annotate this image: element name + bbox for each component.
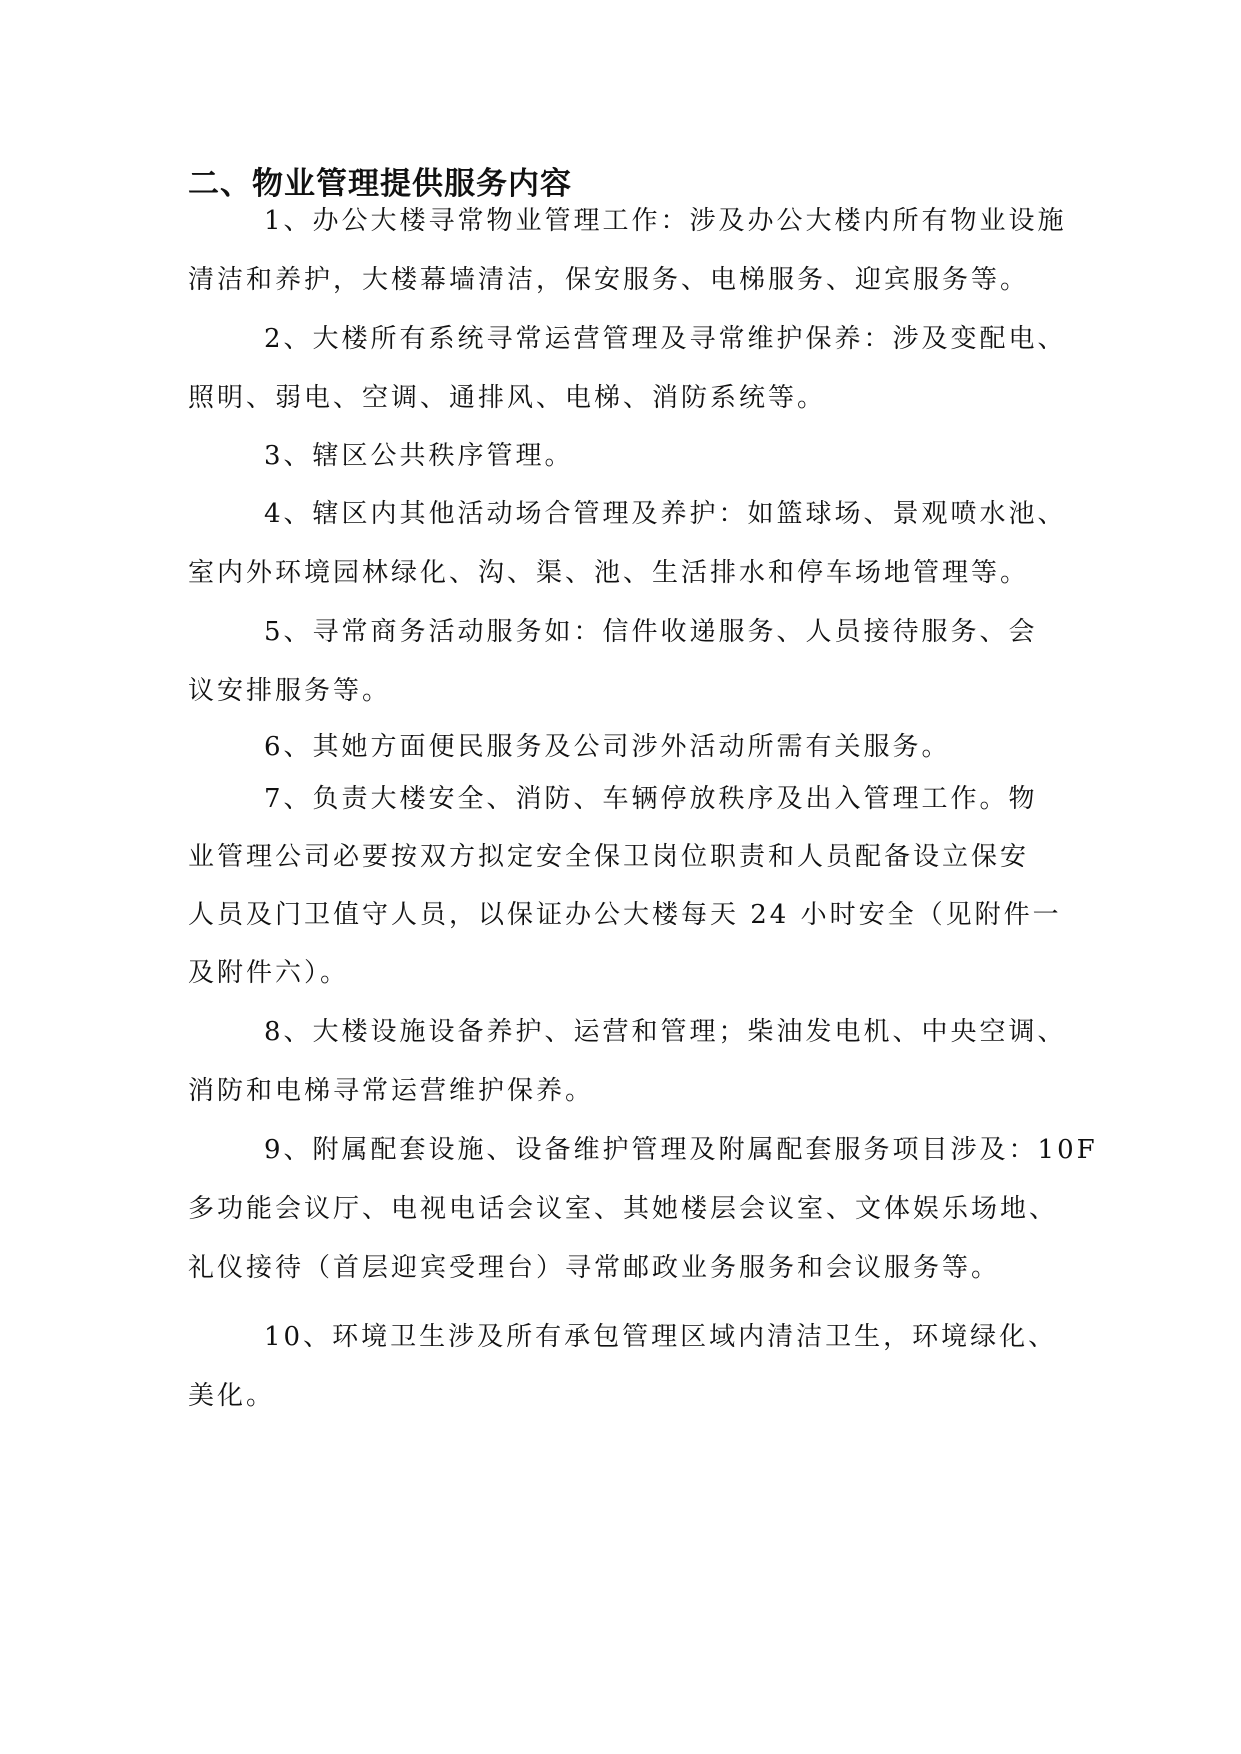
item-4-line-2: 室内外环境园林绿化、沟、渠、池、生活排水和停车场地管理等。 xyxy=(188,558,1030,588)
item-10-line-2: 美化。 xyxy=(188,1381,276,1411)
item-1-line-2: 清洁和养护，大楼幕墙清洁，保安服务、电梯服务、迎宾服务等。 xyxy=(188,265,1030,295)
item-8-line-2: 消防和电梯寻常运营维护保养。 xyxy=(188,1076,595,1106)
item-9-line-2: 多功能会议厅、电视电话会议室、其她楼层会议室、文体娱乐场地、 xyxy=(188,1194,1059,1224)
item-2-line-1: 2、大楼所有系统寻常运营管理及寻常维护保养：涉及变配电、 xyxy=(264,324,1067,354)
item-9-line-1: 9、附属配套设施、设备维护管理及附属配套服务项目涉及：10F xyxy=(264,1135,1098,1165)
item-6-line-1: 6、其她方面便民服务及公司涉外活动所需有关服务。 xyxy=(264,732,951,762)
item-5-line-1: 5、寻常商务活动服务如：信件收递服务、人员接待服务、会 xyxy=(264,617,1038,647)
item-7-line-3: 人员及门卫值守人员，以保证办公大楼每天 24 小时安全（见附件一 xyxy=(188,900,1062,930)
item-5-line-2: 议安排服务等。 xyxy=(188,676,392,706)
item-2-line-2: 照明、弱电、空调、通排风、电梯、消防系统等。 xyxy=(188,383,827,413)
section-title: 二、物业管理提供服务内容 xyxy=(188,166,572,202)
item-8-line-1: 8、大楼设施设备养护、运营和管理；柴油发电机、中央空调、 xyxy=(264,1017,1067,1047)
item-7-line-1: 7、负责大楼安全、消防、车辆停放秩序及出入管理工作。物 xyxy=(264,784,1038,814)
item-4-line-1: 4、辖区内其他活动场合管理及养护：如篮球场、景观喷水池、 xyxy=(264,499,1067,529)
item-1-line-1: 1、办公大楼寻常物业管理工作：涉及办公大楼内所有物业设施 xyxy=(264,206,1067,236)
item-7-line-2: 业管理公司必要按双方拟定安全保卫岗位职责和人员配备设立保安 xyxy=(188,842,1030,872)
item-9-line-3: 礼仪接待（首层迎宾受理台）寻常邮政业务服务和会议服务等。 xyxy=(188,1253,1001,1283)
item-7-line-4: 及附件六）。 xyxy=(188,958,350,988)
item-10-line-1: 10、环境卫生涉及所有承包管理区域内清洁卫生，环境绿化、 xyxy=(264,1322,1058,1352)
item-3-line-1: 3、辖区公共秩序管理。 xyxy=(264,441,574,471)
